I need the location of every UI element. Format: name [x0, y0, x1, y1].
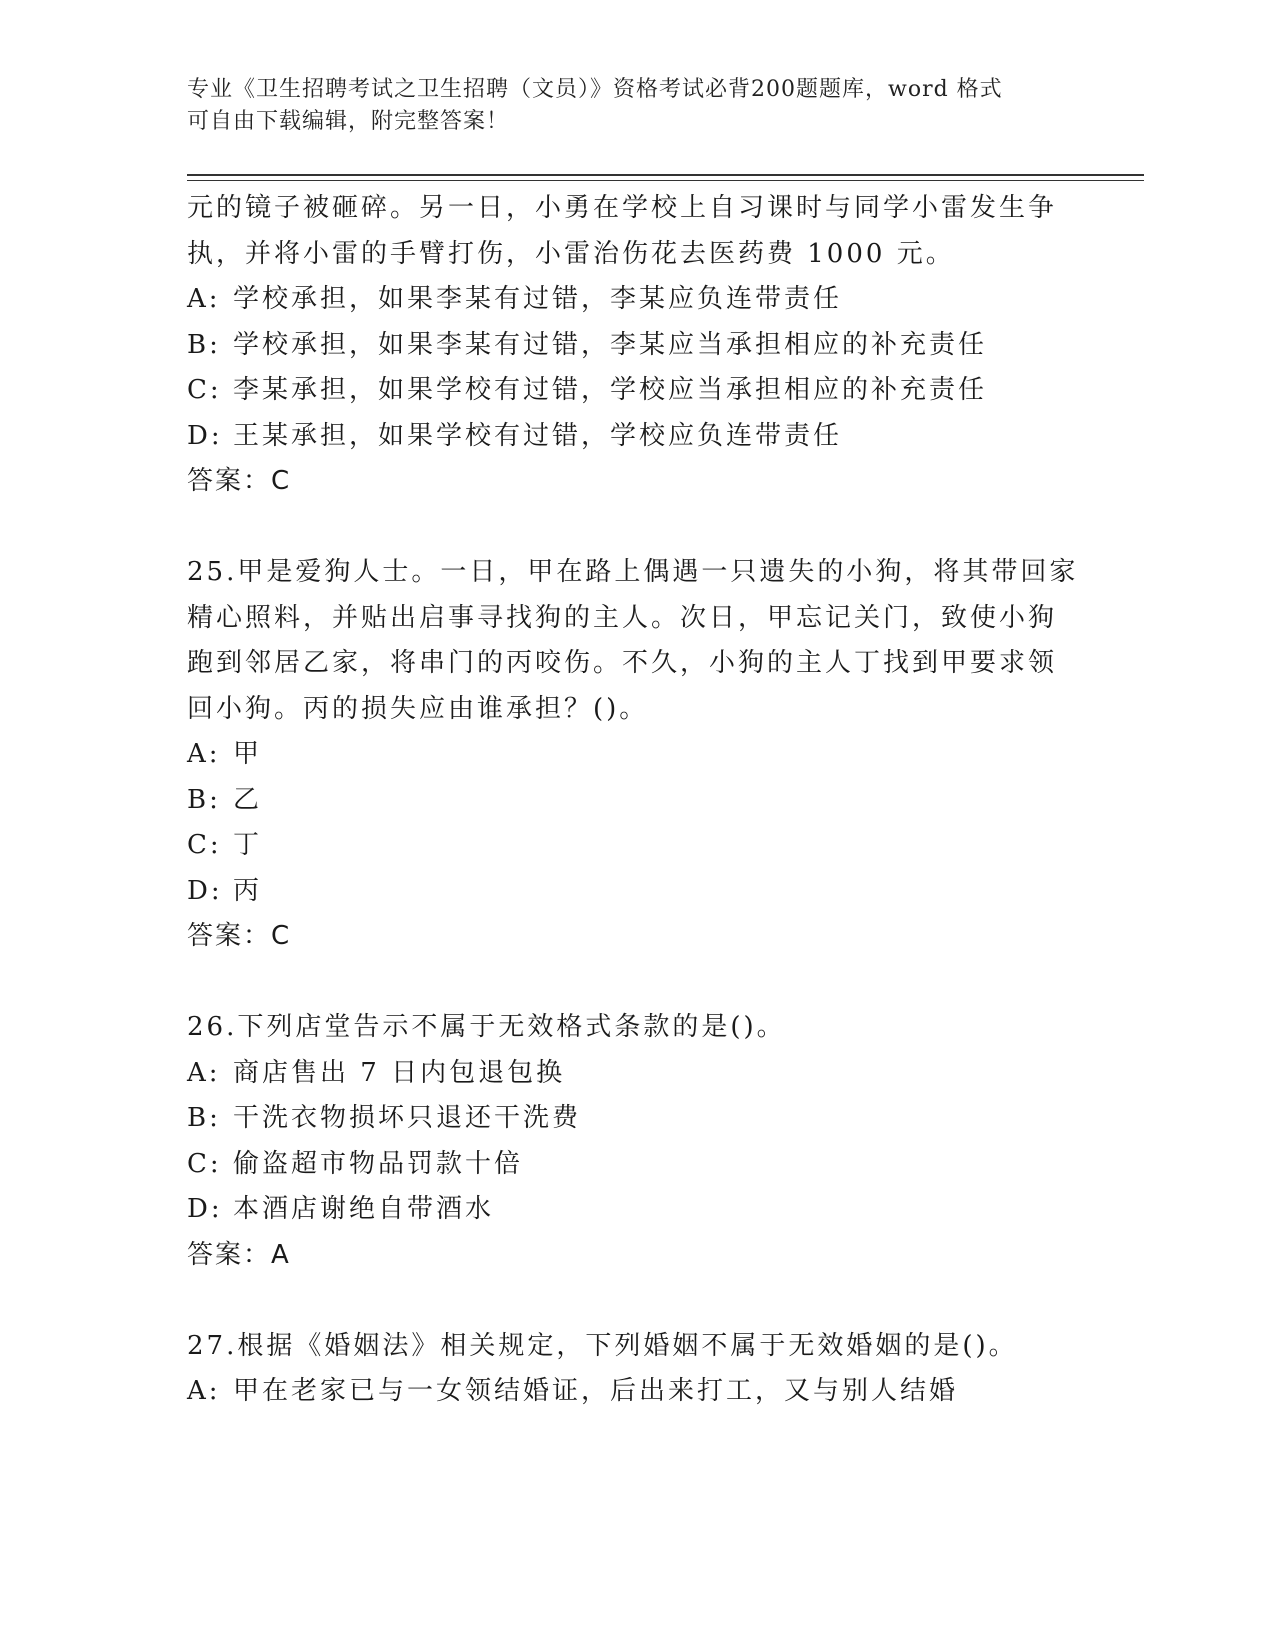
answer-line: 答案：C [187, 466, 292, 496]
option-a [187, 732, 1127, 778]
option-b [187, 1096, 1127, 1142]
option-text: 李某承担，如果学校有过错，学校应当承担相应的补充责任 [233, 375, 988, 405]
option-text: 丁 [233, 830, 263, 860]
option-letter: C: [187, 375, 222, 405]
question-text-line: 精心照料，并贴出启事寻找狗的主人。次日，甲忘记关门，致使小狗 [187, 602, 1058, 633]
option-text: 偷盗超市物品罚款十倍 [233, 1148, 524, 1179]
option-text: 学校承担，如果李某有过错，李某应负连带责任 [233, 284, 843, 314]
spacer [187, 505, 1127, 551]
question-text-line: 25.甲是爱狗人士。一日，甲在路上偶遇一只遗失的小狗，将其带回家 [187, 557, 1079, 587]
spacer [187, 960, 1127, 1006]
option-c [187, 1142, 1127, 1188]
option-letter: D: [187, 1194, 223, 1224]
option-a [187, 1369, 1127, 1415]
option-a [187, 277, 1127, 323]
question-text-line: 执，并将小雷的手臂打伤，小雷治伤花去医药费 1000 元。 [187, 238, 955, 269]
question-text-line: 26.下列店堂告示不属于无效格式条款的是()。 [187, 1012, 786, 1042]
option-text: 学校承担，如果李某有过错，李某应当承担相应的补充责任 [233, 329, 988, 360]
answer-line: 答案：C [187, 921, 292, 951]
question-text-line: 27.根据《婚姻法》相关规定，下列婚姻不属于无效婚姻的是()。 [187, 1330, 1018, 1361]
option-d [187, 414, 1127, 460]
option-letter: B: [187, 1103, 221, 1133]
option-b [187, 778, 1127, 824]
option-d [187, 1187, 1127, 1233]
document-header [187, 74, 1087, 138]
option-text: 商店售出 7 日内包退包换 [233, 1057, 566, 1088]
option-b [187, 323, 1127, 369]
option-text: 本酒店谢绝自带酒水 [233, 1194, 495, 1224]
header-line-1: 专业《卫生招聘考试之卫生招聘（文员）》资格考试必背200题题库，word 格式 [187, 77, 1003, 102]
question-25 [187, 550, 1127, 960]
option-text: 王某承担，如果学校有过错，学校应负连带责任 [233, 420, 843, 451]
header-divider-thick [187, 174, 1144, 176]
option-letter: A: [187, 284, 221, 314]
option-c [187, 368, 1127, 414]
question-27 [187, 1324, 1127, 1415]
option-a [187, 1051, 1127, 1097]
option-text: 干洗衣物损坏只退还干洗费 [233, 1103, 582, 1133]
question-24-continued [187, 186, 1127, 505]
option-letter: B: [187, 784, 221, 815]
question-text-line: 回小狗。丙的损失应由谁承担？()。 [187, 693, 649, 724]
question-text-line: 跑到邻居乙家，将串门的丙咬伤。不久，小狗的主人丁找到甲要求领 [187, 648, 1058, 678]
option-c [187, 823, 1127, 869]
answer-line: 答案：A [187, 1239, 291, 1270]
option-letter: C: [187, 1148, 222, 1179]
option-d [187, 869, 1127, 915]
option-letter: D: [187, 420, 223, 451]
option-text: 甲 [233, 739, 263, 769]
header-line-2: 可自由下载编辑，附完整答案！ [187, 109, 510, 134]
option-letter: A: [187, 739, 221, 769]
option-text: 乙 [233, 784, 263, 815]
option-text: 丙 [233, 875, 263, 906]
question-text-line: 元的镜子被砸碎。另一日，小勇在学校上自习课时与同学小雷发生争 [187, 193, 1058, 223]
option-text: 甲在老家已与一女领结婚证，后出来打工，又与别人结婚 [233, 1376, 959, 1406]
option-letter: A: [187, 1376, 221, 1406]
option-letter: B: [187, 329, 221, 360]
header-divider-thin [187, 180, 1144, 181]
question-26 [187, 1005, 1127, 1278]
option-letter: A: [187, 1057, 221, 1088]
option-letter: D: [187, 875, 223, 906]
spacer [187, 1278, 1127, 1324]
document-body [187, 186, 1127, 1415]
option-letter: C: [187, 830, 222, 860]
